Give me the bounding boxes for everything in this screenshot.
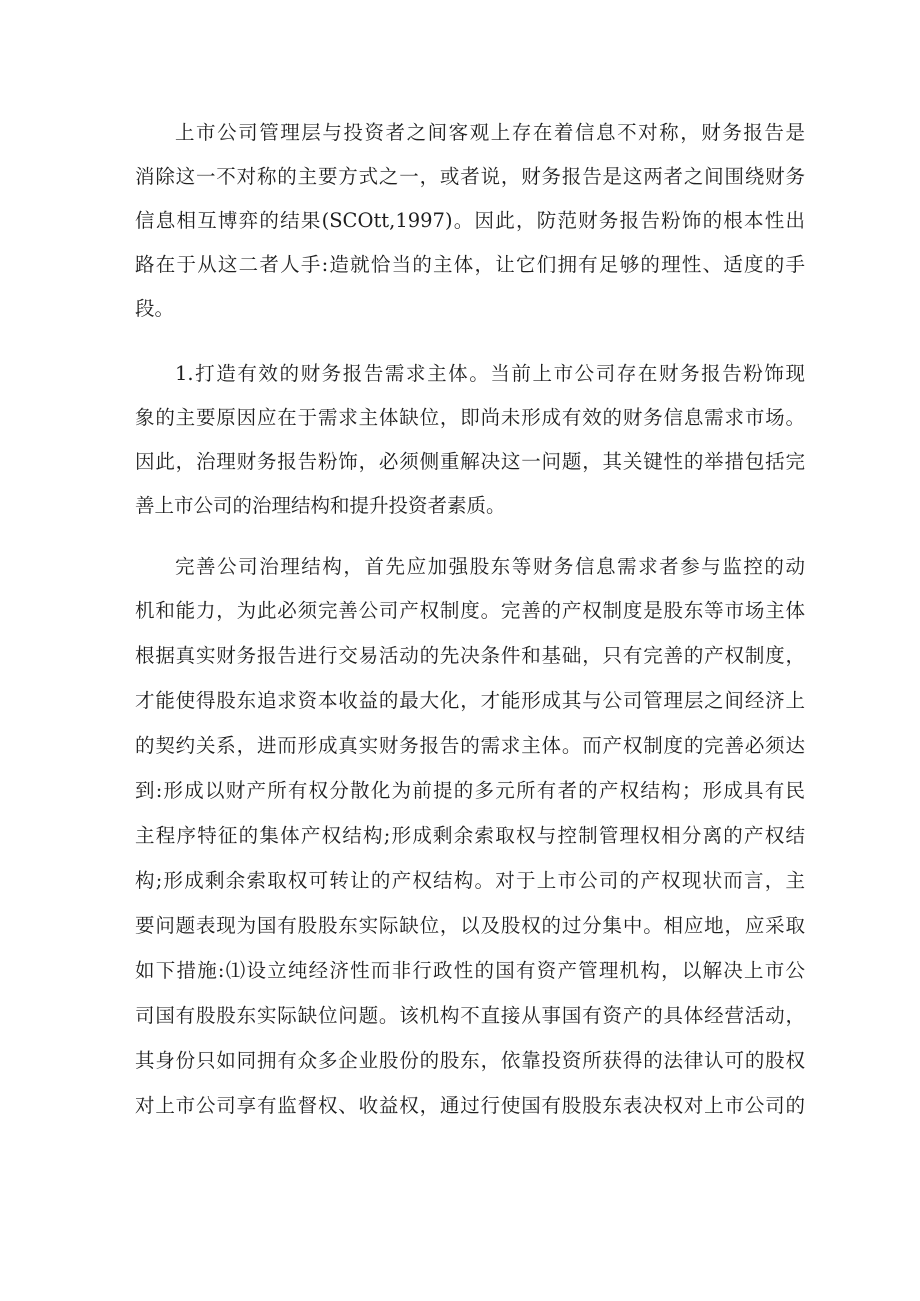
paragraph-1-line-5: 段。 <box>135 297 175 320</box>
paragraph-3-line-2: 机和能力，为此必须完善公司产权制度。完善的产权制度是股东等市场主体 <box>135 599 805 622</box>
paragraph-2-line-1: 1.打造有效的财务报告需求主体。当前上市公司存在财务报告粉饰现 <box>175 362 805 385</box>
paragraph-3-line-8: 构;形成剩余索取权可转让的产权结构。对于上市公司的产权现状而言，主 <box>135 869 805 892</box>
paragraph-1-line-3: 信息相互博弈的结果(SCOtt,1997)。因此，防范财务报告粉饰的根本性出 <box>135 209 805 232</box>
paragraph-3-line-9: 要问题表现为国有股股东实际缺位，以及股权的过分集中。相应地，应采取 <box>135 914 805 937</box>
paragraph-1-line-1: 上市公司管理层与投资者之间客观上存在着信息不对称，财务报告是 <box>175 121 805 144</box>
paragraph-3-line-4: 才能使得股东追求资本收益的最大化，才能形成其与公司管理层之间经济上 <box>135 689 805 712</box>
paragraph-3-line-13: 对上市公司享有监督权、收益权，通过行使国有股股东表决权对上市公司的 <box>135 1094 805 1117</box>
paragraph-1-line-4: 路在于从这二者人手:造就恰当的主体，让它们拥有足够的理性、适度的手 <box>135 253 805 276</box>
paragraph-2-line-2: 象的主要原因应在于需求主体缺位，即尚未形成有效的财务信息需求市场。 <box>135 406 805 429</box>
paragraph-3-line-5: 的契约关系，进而形成真实财务报告的需求主体。而产权制度的完善必须达 <box>135 734 805 757</box>
paragraph-2-line-4: 善上市公司的治理结构和提升投资者素质。 <box>135 494 506 517</box>
paragraph-3-line-12: 其身份只如同拥有众多企业股份的股东，依靠投资所获得的法律认可的股权 <box>135 1049 805 1072</box>
paragraph-3-line-7: 主程序特征的集体产权结构;形成剩余索取权与控制管理权相分离的产权结 <box>135 824 805 847</box>
paragraph-3-line-3: 根据真实财务报告进行交易活动的先决条件和基础，只有完善的产权制度， <box>135 644 805 667</box>
paragraph-3-line-1: 完善公司治理结构，首先应加强股东等财务信息需求者参与监控的动 <box>175 555 805 578</box>
paragraph-3-line-11: 司国有股股东实际缺位问题。该机构不直接从事国有资产的具体经营活动， <box>135 1004 805 1027</box>
paragraph-1-line-2: 消除这一不对称的主要方式之一，或者说，财务报告是这两者之间围绕财务 <box>135 165 805 188</box>
paragraph-2-line-3: 因此，治理财务报告粉饰，必须侧重解决这一问题，其关键性的举措包括完 <box>135 450 805 473</box>
paragraph-3-line-6: 到:形成以财产所有权分散化为前提的多元所有者的产权结构；形成具有民 <box>135 779 805 802</box>
paragraph-3-line-10: 如下措施:⑴设立纯经济性而非行政性的国有资产管理机构，以解决上市公 <box>135 959 805 982</box>
